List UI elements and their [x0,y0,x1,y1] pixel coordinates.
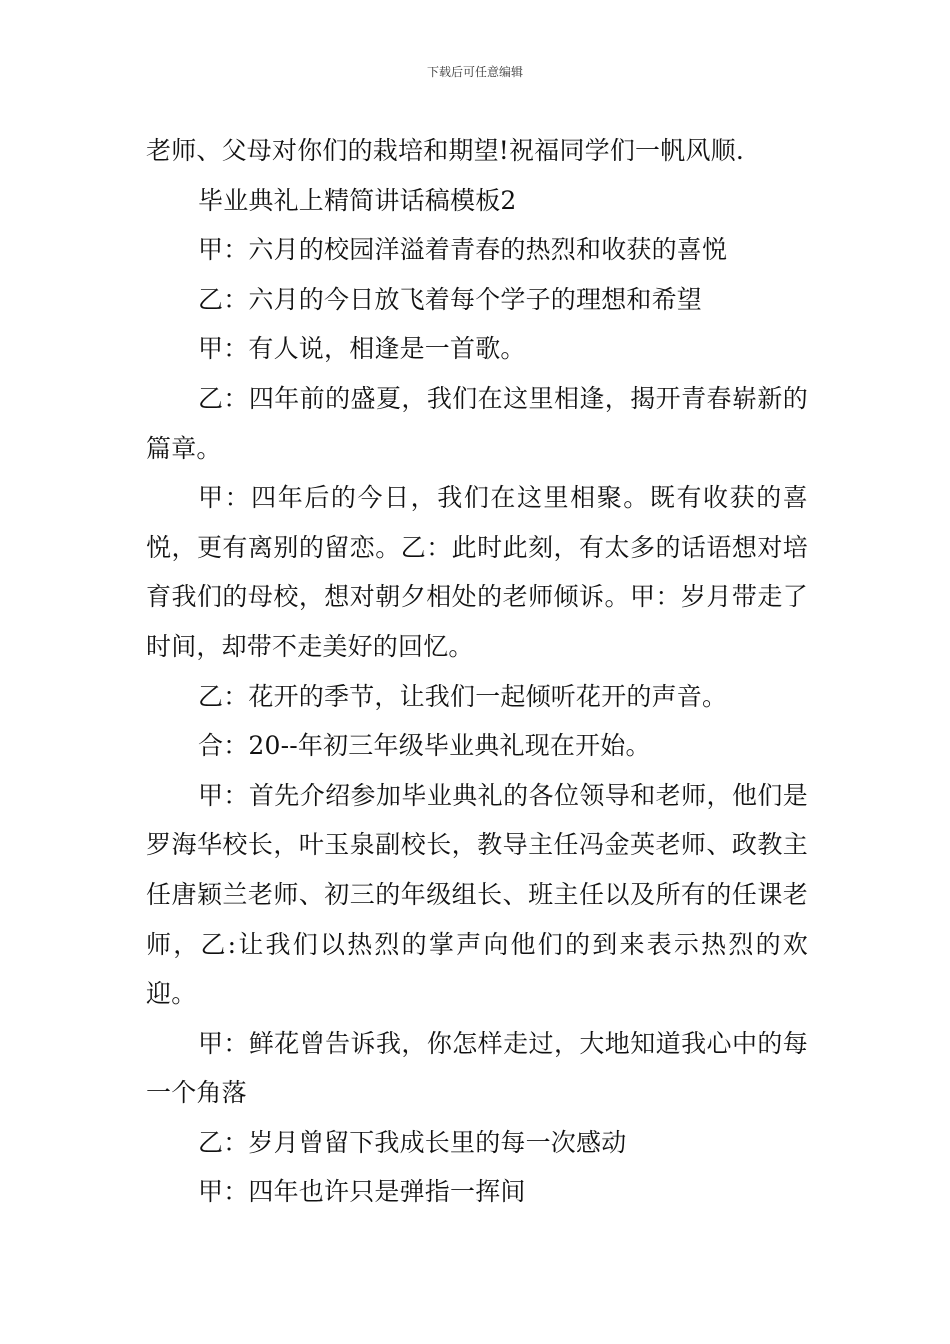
document-body [146,126,808,1217]
page-header-note: 下载后可任意编辑 [426,65,523,79]
paragraph-11: 甲：鲜花曾告诉我，你怎样走过，大地知道我心中的每一个角落 [146,1028,808,1108]
paragraph-7: 甲：四年后的今日，我们在这里相聚。既有收获的喜悦，更有离别的留恋。乙：此时此刻，有太多的话语想对培育我们的母校，想对朝夕相处的老师倾诉。甲：岁月带走了时间，却带不走美好的回忆。 [146,483,808,661]
paragraph-1: 老师、父母对你们的栽培和期望!祝福同学们一帆风顺. [146,136,744,165]
paragraph-4: 乙：六月的今日放飞着每个学子的理想和希望 [198,284,703,314]
paragraph-5: 甲：有人说，相逢是一首歌。 [198,334,526,364]
paragraph-3: 甲：六月的校园洋溢着青春的热烈和收获的喜悦 [198,235,728,265]
paragraph-9: 合：20--年初三年级毕业典礼现在开始。 [198,731,651,761]
paragraph-10: 甲：首先介绍参加毕业典礼的各位领导和老师，他们是罗海华校长，叶玉泉副校长，教导主任冯金英老师、政教主任唐颖兰老师、初三的年级组长、班主任以及所有的任课老师，乙:让我们以热烈的掌声向他们的到来表示热烈的欢迎。 [146,780,808,1009]
paragraph-6: 乙：四年前的盛夏，我们在这里相逢，揭开青春崭新的篇章。 [146,383,808,463]
paragraph-13: 甲：四年也许只是弹指一挥间 [198,1177,526,1207]
paragraph-8: 乙：花开的季节，让我们一起倾听花开的声音。 [198,681,728,711]
paragraph-2-section-title: 毕业典礼上精简讲话稿模板2 [198,185,517,215]
paragraph-12: 乙：岁月曾留下我成长里的每一次感动 [198,1127,627,1157]
